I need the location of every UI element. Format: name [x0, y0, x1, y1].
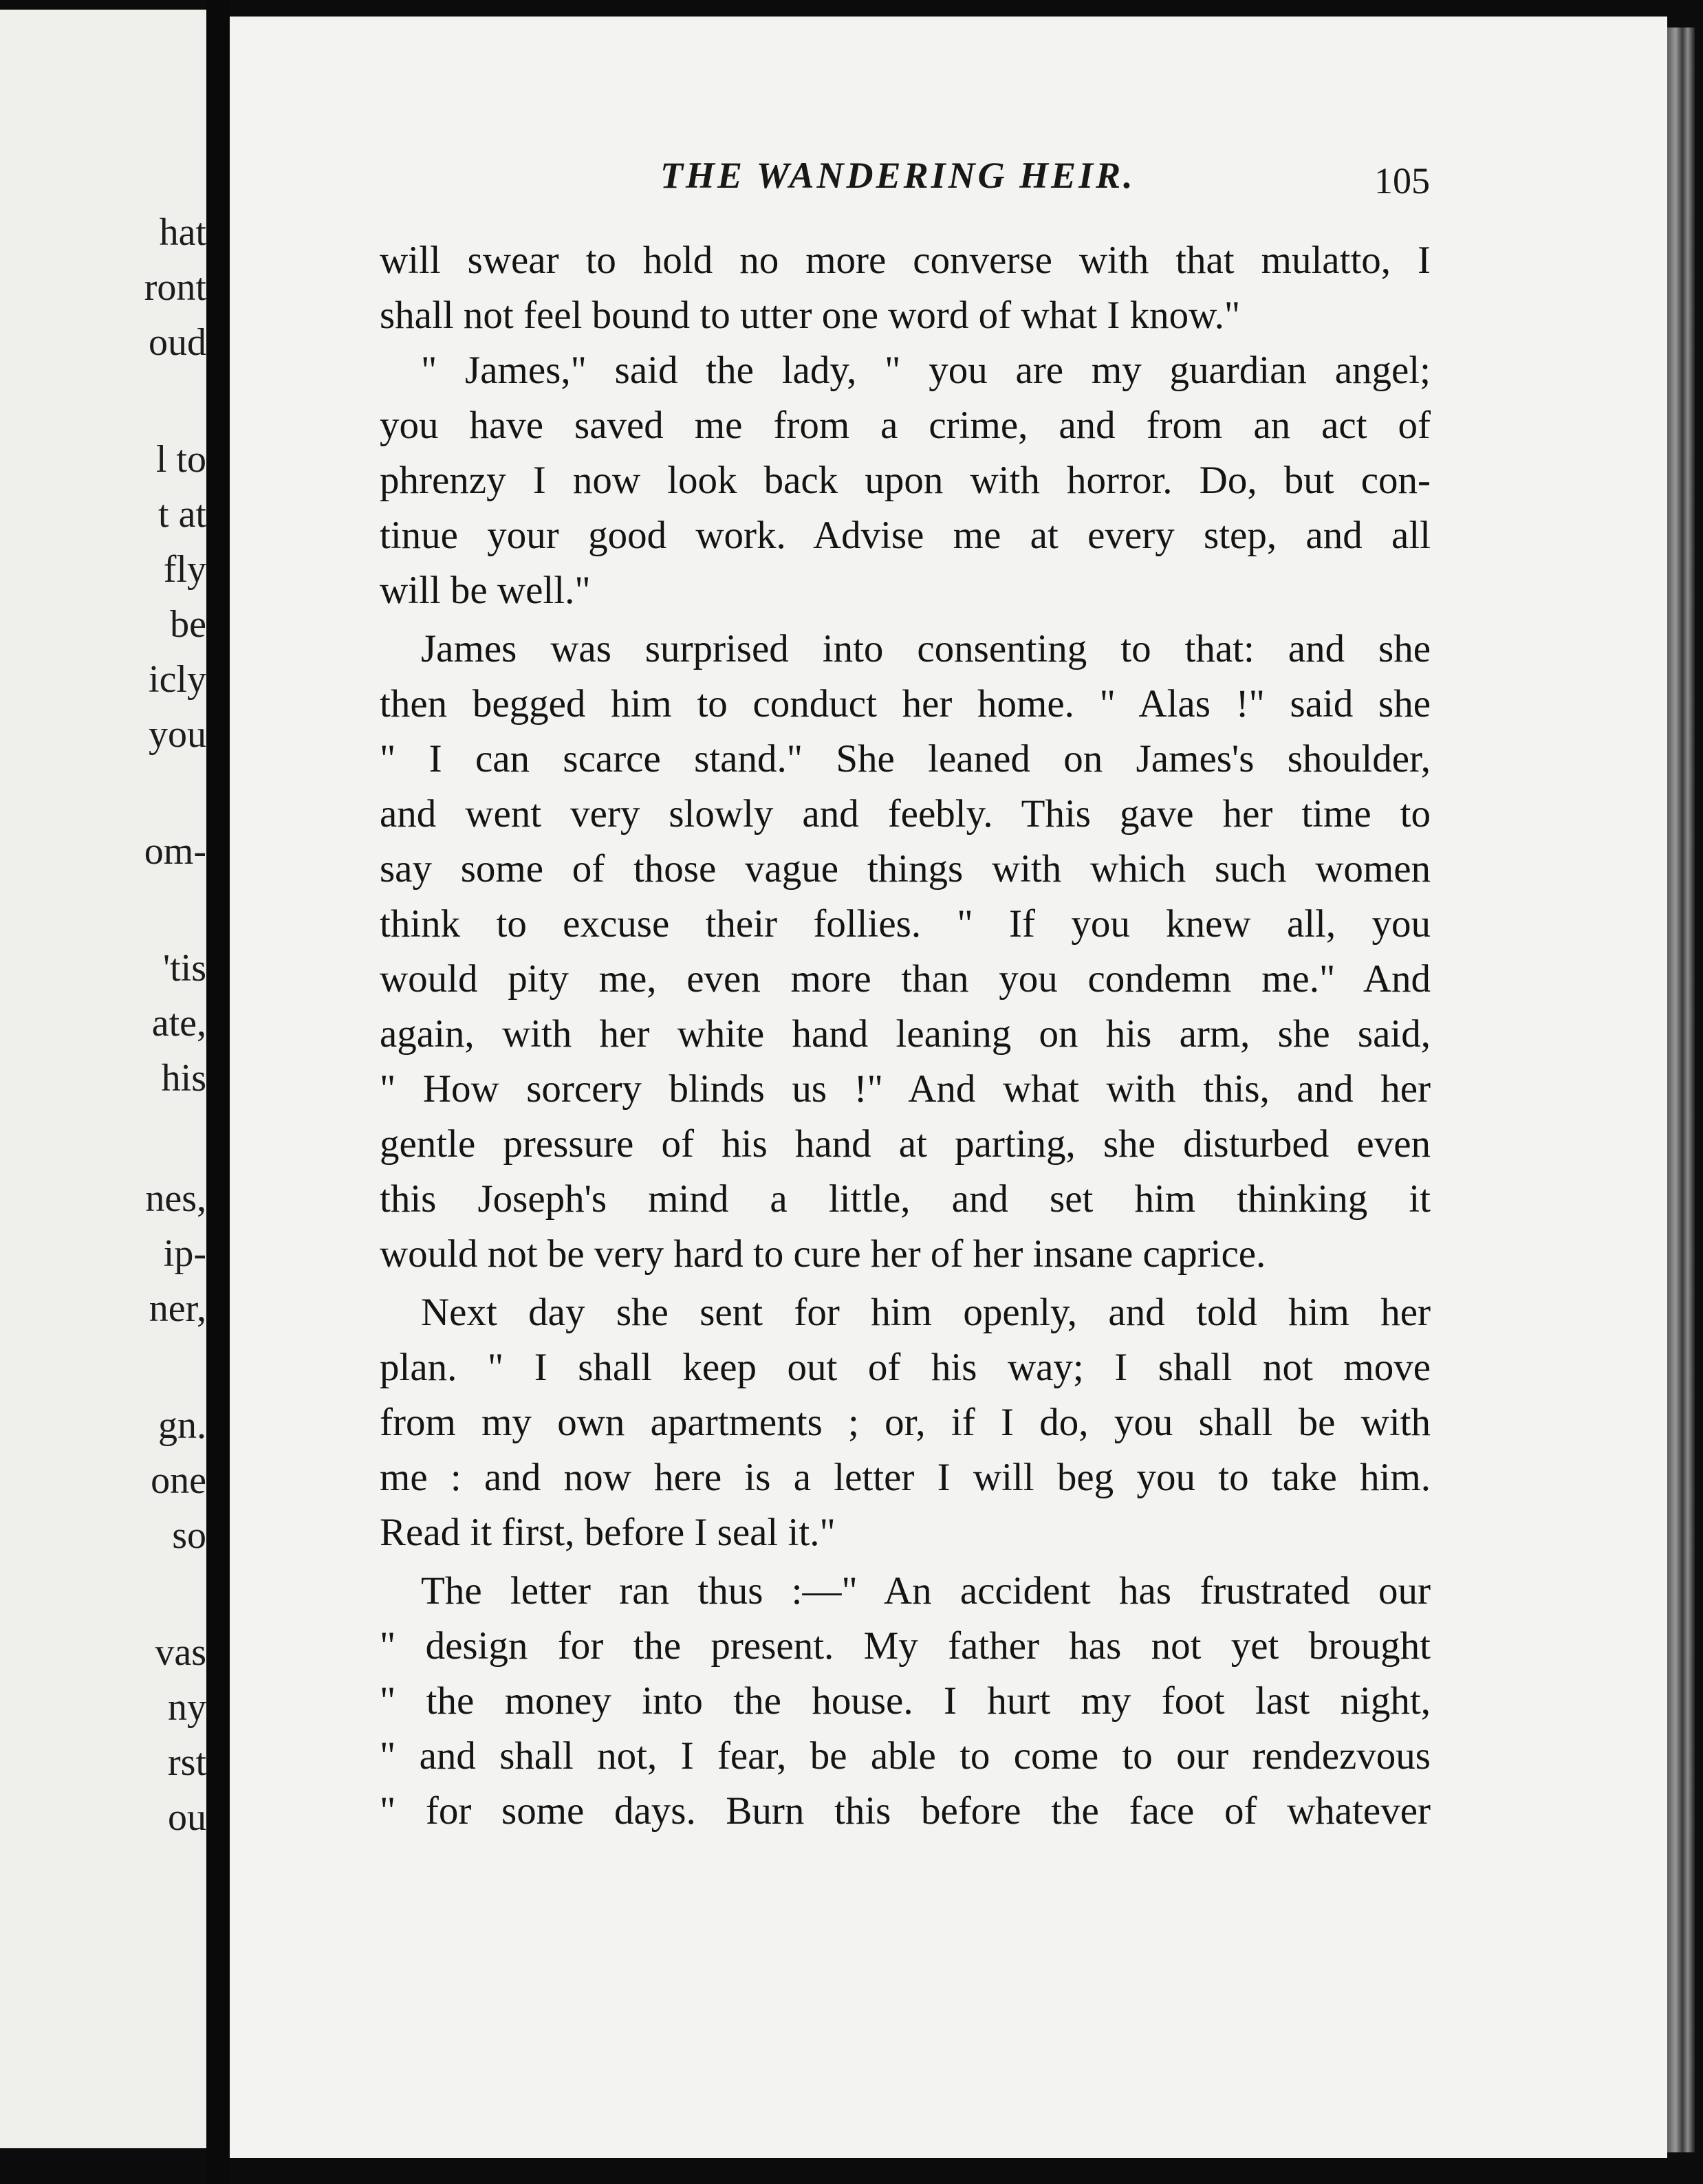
left-page-fragment: vas — [155, 1631, 206, 1674]
left-page-fragment: his — [161, 1057, 206, 1100]
text-line: and went very slowly and feebly. This gave her time to — [380, 792, 1431, 836]
left-page-fragment: ou — [168, 1796, 206, 1839]
left-page-fragment: one — [151, 1459, 206, 1502]
left-page-fragment: be — [170, 603, 206, 646]
text-line: The letter ran thus :—" An accident has frustrated our — [421, 1569, 1431, 1613]
text-line: you have saved me from a crime, and from an act of — [380, 404, 1431, 447]
text-line: again, with her white hand leaning on his arm, she said, — [380, 1012, 1431, 1056]
page-edge — [1667, 28, 1695, 2152]
text-line: then begged him to conduct her home. " Alas !" said she — [380, 682, 1431, 725]
text-line: would pity me, even more than you condemn me." And — [380, 957, 1431, 1001]
left-page-fragment: ip- — [163, 1232, 206, 1275]
left-page-fragment: ate, — [151, 1002, 206, 1045]
running-head: THE WANDERING HEIR. — [660, 155, 1136, 196]
text-line: " and shall not, I fear, be able to come to our rendezvous — [380, 1734, 1431, 1778]
left-page-fragment: rst — [168, 1741, 206, 1784]
left-page-fragment: you — [149, 713, 206, 756]
text-line: plan. " I shall keep out of his way; I shall not move — [380, 1346, 1431, 1389]
text-line: gentle pressure of his hand at parting, she disturbed even — [380, 1122, 1431, 1166]
text-line: Read it first, before I seal it." — [380, 1511, 836, 1554]
left-page-fragment: hat — [159, 211, 206, 254]
left-page-fragment: nes, — [145, 1177, 206, 1220]
text-line: shall not feel bound to utter one word of what I know." — [380, 294, 1241, 337]
text-line: " the money into the house. I hurt my foot last night, — [380, 1679, 1431, 1723]
text-line: Next day she sent for him openly, and told him her — [421, 1291, 1431, 1334]
text-line: me : and now here is a letter I will beg you to take him. — [380, 1456, 1431, 1499]
page-number: 105 — [1374, 160, 1430, 201]
left-page — [0, 10, 206, 2148]
left-page-fragment: 'tis — [163, 947, 206, 990]
left-page-fragment: ner, — [149, 1287, 206, 1330]
left-page-fragment: t at — [158, 493, 206, 536]
left-page-fragment: om- — [144, 830, 206, 873]
left-page-fragment: fly — [163, 548, 206, 591]
text-line: James was surprised into consenting to that: and she — [421, 627, 1431, 670]
text-line: will swear to hold no more converse with that mulatto, I — [380, 239, 1431, 282]
text-line: say some of those vague things with which such women — [380, 847, 1431, 891]
text-line: from my own apartments ; or, if I do, you shall be with — [380, 1401, 1431, 1444]
text-line: " for some days. Burn this before the face of whatever — [380, 1789, 1431, 1833]
text-line: will be well." — [380, 569, 591, 612]
text-line: " James," said the lady, " you are my guardian angel; — [421, 349, 1431, 392]
left-page-fragment: gn. — [158, 1404, 206, 1447]
text-line: " How sorcery blinds us !" And what with this, and her — [380, 1067, 1431, 1111]
left-page-fragment: icly — [149, 658, 206, 701]
text-line: " design for the present. My father has not yet brought — [380, 1624, 1431, 1668]
left-page-fragment: l to — [155, 438, 206, 481]
book-gutter — [206, 0, 230, 2184]
left-page-fragment: oud — [149, 321, 206, 364]
text-line: tinue your good work. Advise me at every step, and all — [380, 514, 1431, 557]
left-page-fragment: ront — [144, 266, 206, 309]
left-page-fragment: ny — [168, 1686, 206, 1729]
left-page-fragment: so — [172, 1514, 206, 1557]
text-line: would not be very hard to cure her of her insane caprice. — [380, 1232, 1266, 1276]
text-line: phrenzy I now look back upon with horror. Do, but con- — [380, 459, 1431, 502]
text-line: think to excuse their follies. " If you knew all, you — [380, 902, 1431, 946]
text-line: " I can scarce stand." She leaned on James's shoulder, — [380, 737, 1431, 780]
text-line: this Joseph's mind a little, and set him thinking it — [380, 1177, 1431, 1221]
